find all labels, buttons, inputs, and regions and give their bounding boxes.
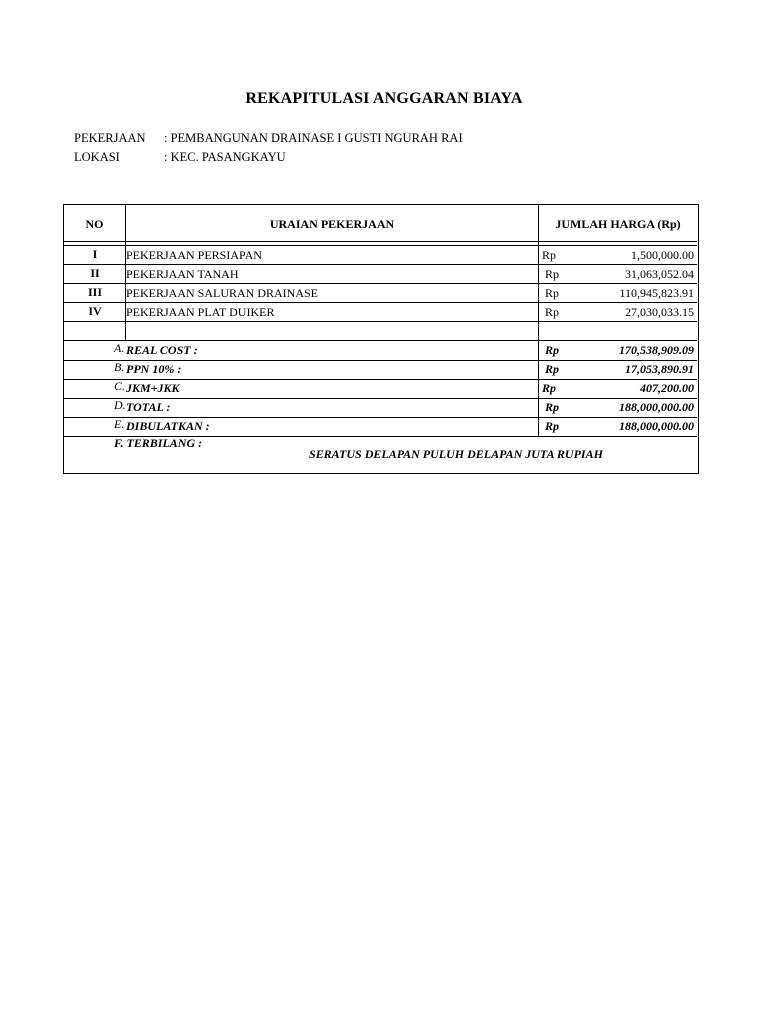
- row-currency: Rp: [545, 267, 560, 281]
- row-amount: 1,500,000.00: [631, 248, 694, 262]
- summary-letter: D.: [114, 398, 126, 412]
- budget-table: [63, 204, 699, 474]
- summary-amount: 170,538,909.09: [619, 343, 694, 357]
- summary-amount: 188,000,000.00: [619, 400, 694, 414]
- row-no: I: [92, 247, 98, 261]
- summary-amount: 188,000,000.00: [619, 419, 694, 433]
- row-divider: [64, 360, 697, 361]
- row-divider: [64, 321, 697, 322]
- row-divider: [64, 302, 697, 303]
- info-label: PEKERJAAN: [74, 131, 146, 145]
- row-currency: Rp: [545, 305, 560, 319]
- col-divider: [538, 341, 539, 437]
- info-lokasi: [74, 150, 286, 165]
- row-divider: [64, 245, 697, 246]
- row-divider: [64, 398, 697, 399]
- row-amount: 31,063,052.04: [625, 267, 694, 281]
- summary-amount: 407,200.00: [640, 381, 694, 395]
- summary-label: JKM+JKK: [126, 381, 180, 395]
- summary-currency: Rp: [545, 419, 560, 433]
- row-desc: PEKERJAAN PLAT DUIKER: [126, 305, 275, 319]
- summary-currency: Rp: [545, 400, 560, 414]
- summary-label: DIBULATKAN :: [126, 419, 210, 433]
- summary-label: REAL COST :: [126, 343, 198, 357]
- summary-amount: 17,053,890.91: [625, 362, 694, 376]
- summary-letter: B.: [114, 360, 125, 374]
- info-pekerjaan: [74, 131, 463, 146]
- row-divider: [64, 417, 697, 418]
- row-currency: Rp: [542, 248, 557, 262]
- row-currency: Rp: [545, 286, 560, 300]
- summary-label: TOTAL :: [126, 400, 171, 414]
- info-value: : PEMBANGUNAN DRAINASE I GUSTI NGURAH RAI: [164, 131, 463, 145]
- row-no: IV: [88, 304, 102, 318]
- summary-currency: Rp: [542, 381, 557, 395]
- row-desc: PEKERJAAN PERSIAPAN: [126, 248, 262, 262]
- terbilang-value: SERATUS DELAPAN PULUH DELAPAN JUTA RUPIAH: [309, 447, 603, 461]
- row-desc: PEKERJAAN TANAH: [126, 267, 239, 281]
- terbilang-label: F. TERBILANG :: [114, 436, 203, 450]
- info-value: : KEC. PASANGKAYU: [164, 150, 286, 164]
- row-desc: PEKERJAAN SALURAN DRAINASE: [126, 286, 319, 300]
- summary-currency: Rp: [545, 343, 560, 357]
- row-divider: [64, 340, 697, 341]
- summary-label: PPN 10% :: [126, 362, 182, 376]
- row-divider: [64, 264, 697, 265]
- row-no: III: [87, 285, 102, 299]
- summary-letter: E.: [114, 417, 125, 431]
- row-divider: [64, 379, 697, 380]
- row-amount: 110,945,823.91: [619, 286, 694, 300]
- row-divider: [64, 241, 697, 242]
- info-label: LOKASI: [74, 150, 120, 164]
- row-no: II: [90, 266, 100, 280]
- summary-currency: Rp: [545, 362, 560, 376]
- summary-letter: C.: [114, 379, 126, 393]
- summary-letter: A.: [114, 341, 125, 355]
- header-no: NO: [85, 217, 104, 231]
- row-amount: 27,030,033.15: [625, 305, 694, 319]
- header-amount: JUMLAH HARGA (Rp): [555, 217, 681, 231]
- row-divider: [64, 283, 697, 284]
- document-title: REKAPITULASI ANGGARAN BIAYA: [245, 90, 523, 107]
- header-desc: URAIAN PEKERJAAN: [269, 217, 395, 231]
